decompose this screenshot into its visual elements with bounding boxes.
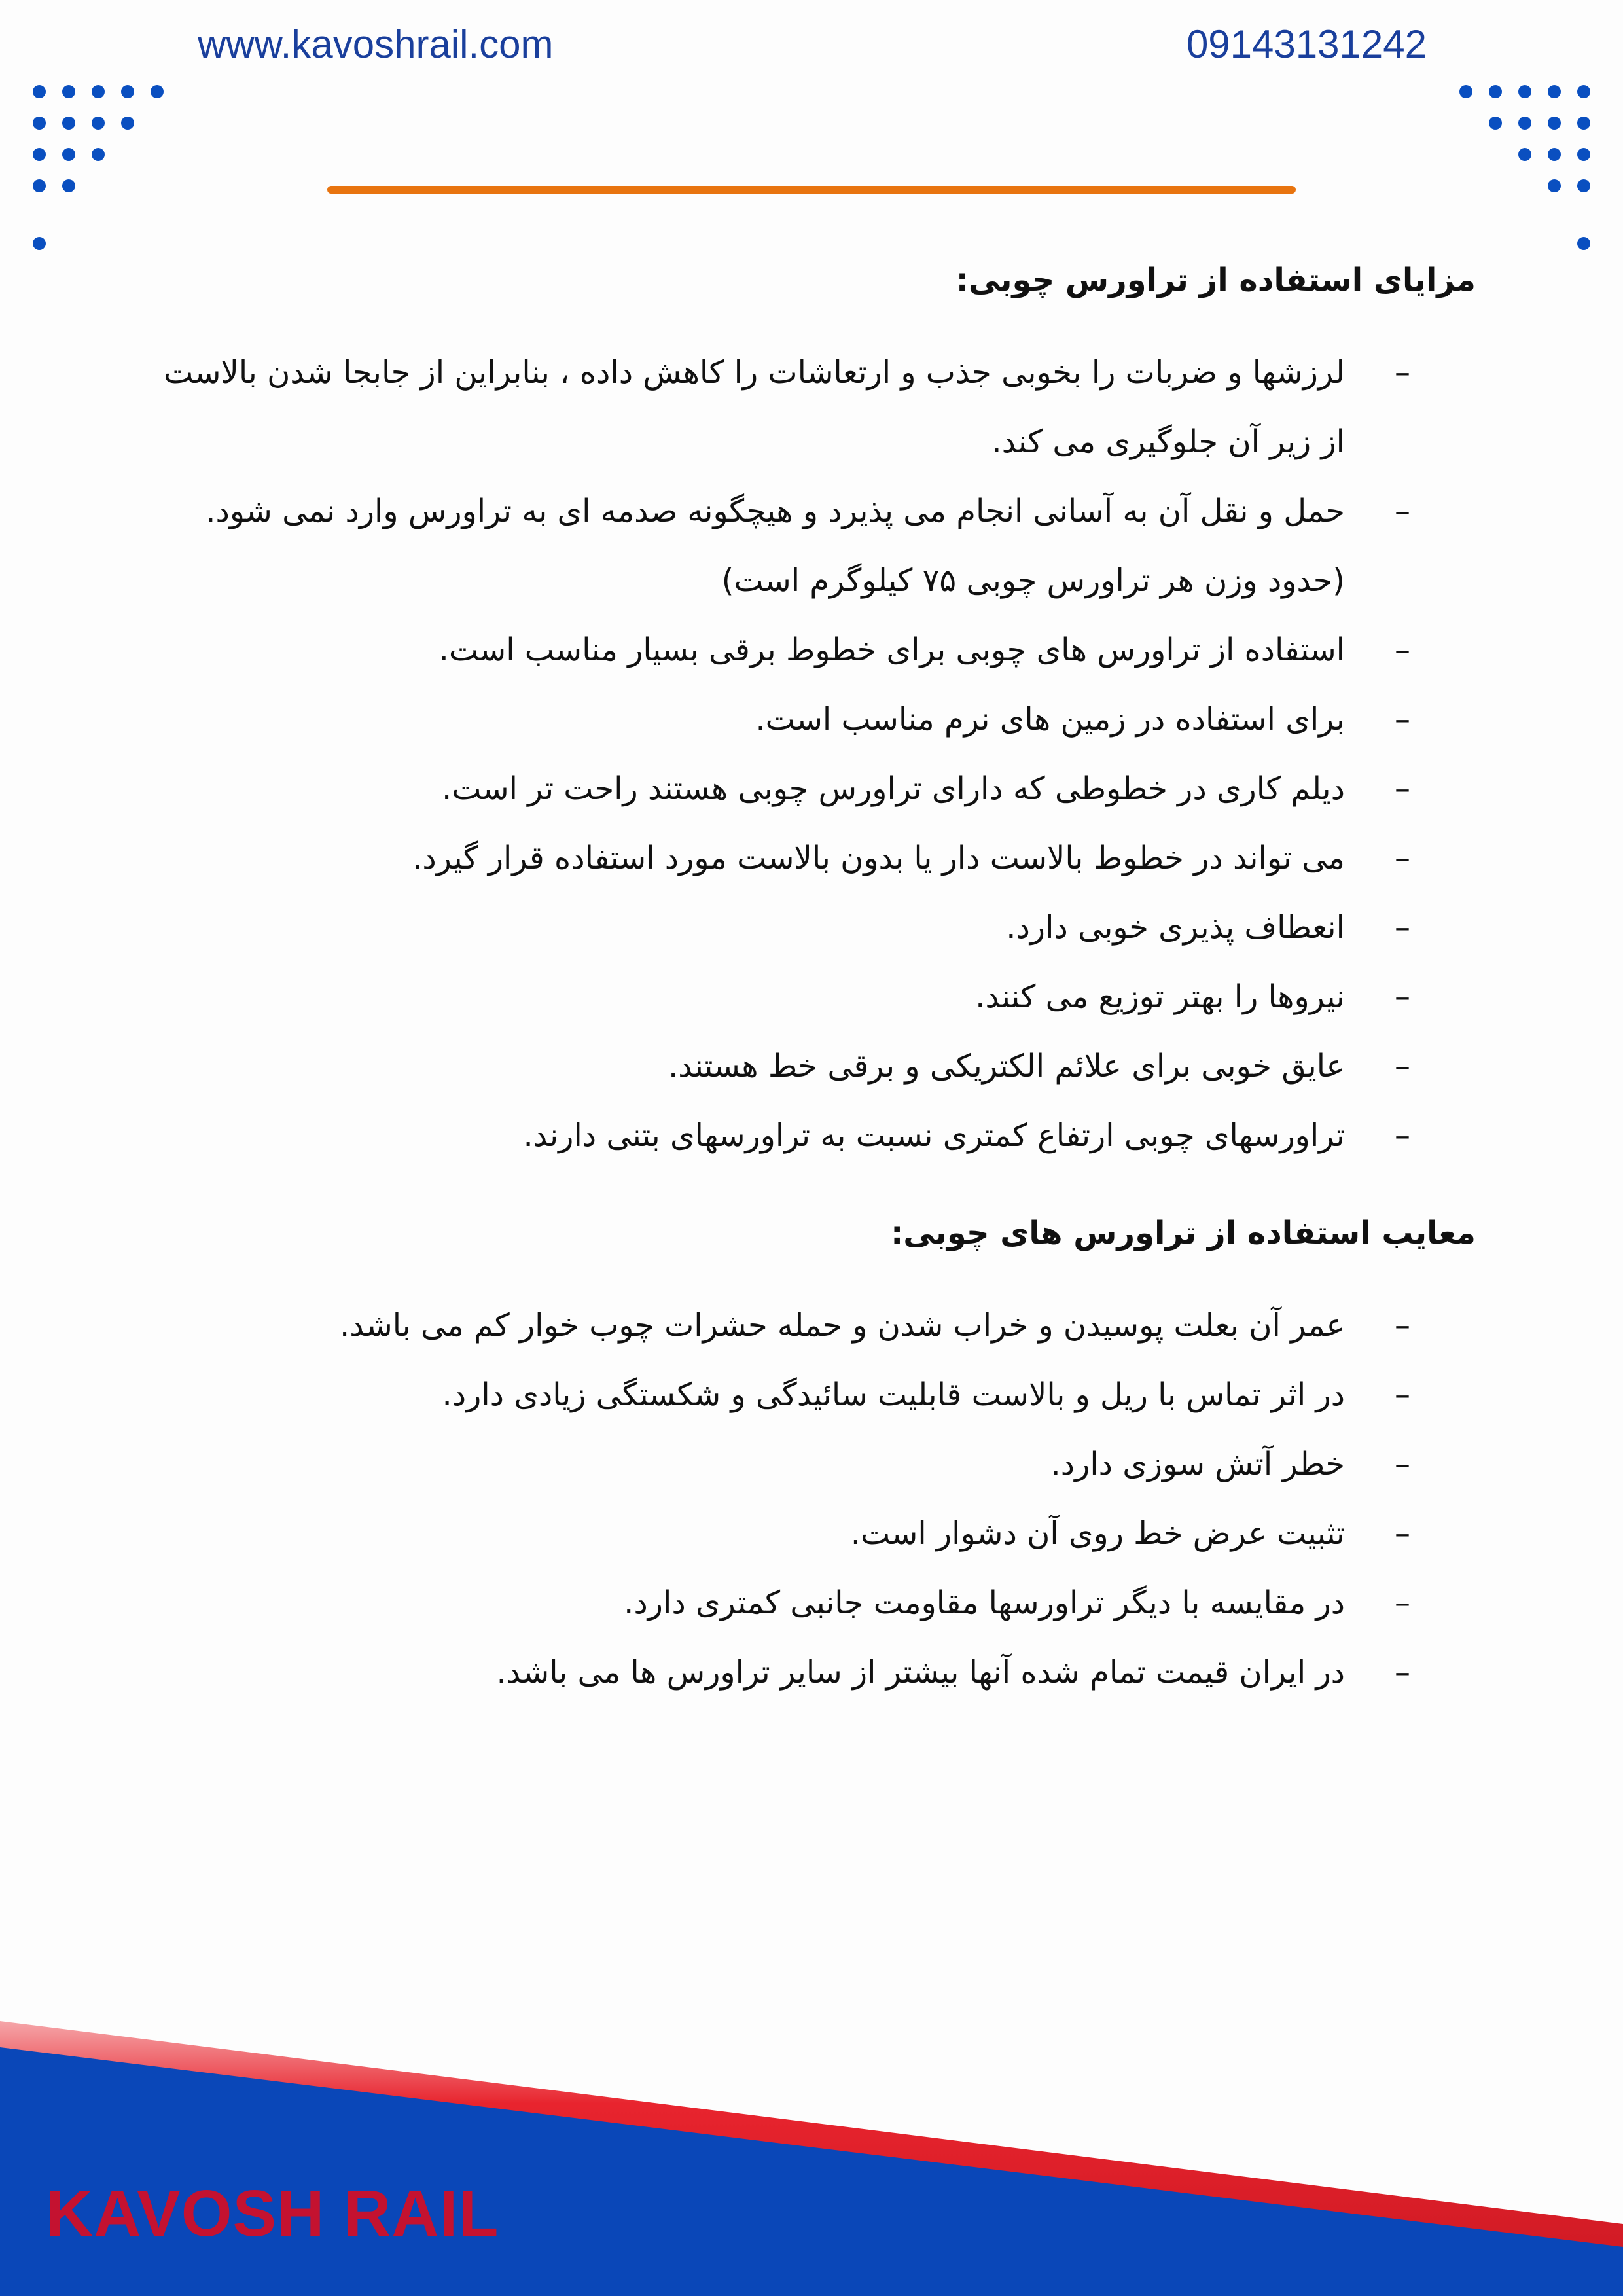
bullet-dash: – — [1395, 770, 1410, 807]
list-item: – برای استفاده در زمین های نرم مناسب است. — [137, 685, 1476, 754]
bullet-dash: – — [1395, 1654, 1410, 1691]
phone-number[interactable]: 09143131242 — [1186, 22, 1427, 66]
bullet-dash: – — [1395, 1376, 1410, 1413]
list-item: – در مقایسه با دیگر تراورسها مقاومت جانبی کمتری دارد. — [137, 1568, 1476, 1638]
brand-logo-text: KAVOSH RAIL — [46, 2177, 499, 2250]
disadvantages-list — [137, 1291, 1476, 1707]
list-item: – عایق خوبی برای علائم الکتریکی و برقی خط هستند. — [137, 1031, 1476, 1101]
disadvantages-title: معایب استفاده از تراورس های چوبی: — [891, 1215, 1476, 1251]
list-item: – دیلم کاری در خطوطی که دارای تراورس چوبی هستند راحت تر است. — [137, 754, 1476, 823]
list-item: – لرزشها و ضربات را بخوبی جذب و ارتعاشات را کاهش داده ، بنابراین از جابجا شدن بالاست از زیر آن جلوگیری می کند. — [137, 338, 1476, 476]
list-item: – عمر آن بعلت پوسیدن و خراب شدن و حمله حشرات چوب خوار کم می باشد. — [137, 1291, 1476, 1360]
bullet-dash: – — [1395, 1585, 1410, 1621]
advantages-list — [137, 338, 1476, 1170]
decorative-dots-left — [26, 79, 183, 262]
bullet-dash: – — [1395, 632, 1410, 668]
list-item: – حمل و نقل آن به آسانی انجام می پذیرد و هیچگونه صدمه ای به تراورس وارد نمی شود. (حدود وزن هر تراورس چوبی ۷۵ کیلوگرم است) — [137, 476, 1476, 615]
list-item: – تراورسهای چوبی ارتفاع کمتری نسبت به تراورسهای بتنی دارند. — [137, 1101, 1476, 1170]
list-item: – انعطاف پذیری خوبی دارد. — [137, 893, 1476, 962]
bullet-dash: – — [1395, 978, 1410, 1015]
bullet-dash: – — [1395, 1048, 1410, 1085]
bullet-dash: – — [1395, 354, 1410, 391]
list-item: – خطر آتش سوزی دارد. — [137, 1429, 1476, 1499]
list-item: – می تواند در خطوط بالاست دار یا بدون بالاست مورد استفاده قرار گیرد. — [137, 823, 1476, 893]
list-item: – نیروها را بهتر توزیع می کنند. — [137, 962, 1476, 1031]
bullet-dash: – — [1395, 840, 1410, 876]
bullet-dash: – — [1395, 493, 1410, 529]
bullet-dash: – — [1395, 909, 1410, 946]
advantages-title: مزایای استفاده از تراورس چوبی: — [955, 262, 1476, 298]
bullet-dash: – — [1395, 1117, 1410, 1154]
list-item: – استفاده از تراورس های چوبی برای خطوط برقی بسیار مناسب است. — [137, 615, 1476, 685]
list-item: – در ایران قیمت تمام شده آنها بیشتر از سایر تراورس ها می باشد. — [137, 1638, 1476, 1707]
footer-blue-band — [0, 2047, 1623, 2296]
website-link[interactable]: www.kavoshrail.com — [198, 22, 554, 66]
list-item: – تثبیت عرض خط روی آن دشوار است. — [137, 1499, 1476, 1568]
bullet-dash: – — [1395, 1307, 1410, 1344]
list-item: – در اثر تماس با ریل و بالاست قابلیت سائیدگی و شکستگی زیادی دارد. — [137, 1360, 1476, 1429]
header-divider — [327, 186, 1296, 194]
footer-stripes — [0, 2021, 1623, 2296]
bullet-dash: – — [1395, 1515, 1410, 1552]
footer-band — [0, 2021, 1623, 2296]
decorative-dots-right — [1440, 79, 1597, 262]
bullet-dash: – — [1395, 1446, 1410, 1482]
document-body — [137, 247, 1476, 1707]
bullet-dash: – — [1395, 701, 1410, 738]
